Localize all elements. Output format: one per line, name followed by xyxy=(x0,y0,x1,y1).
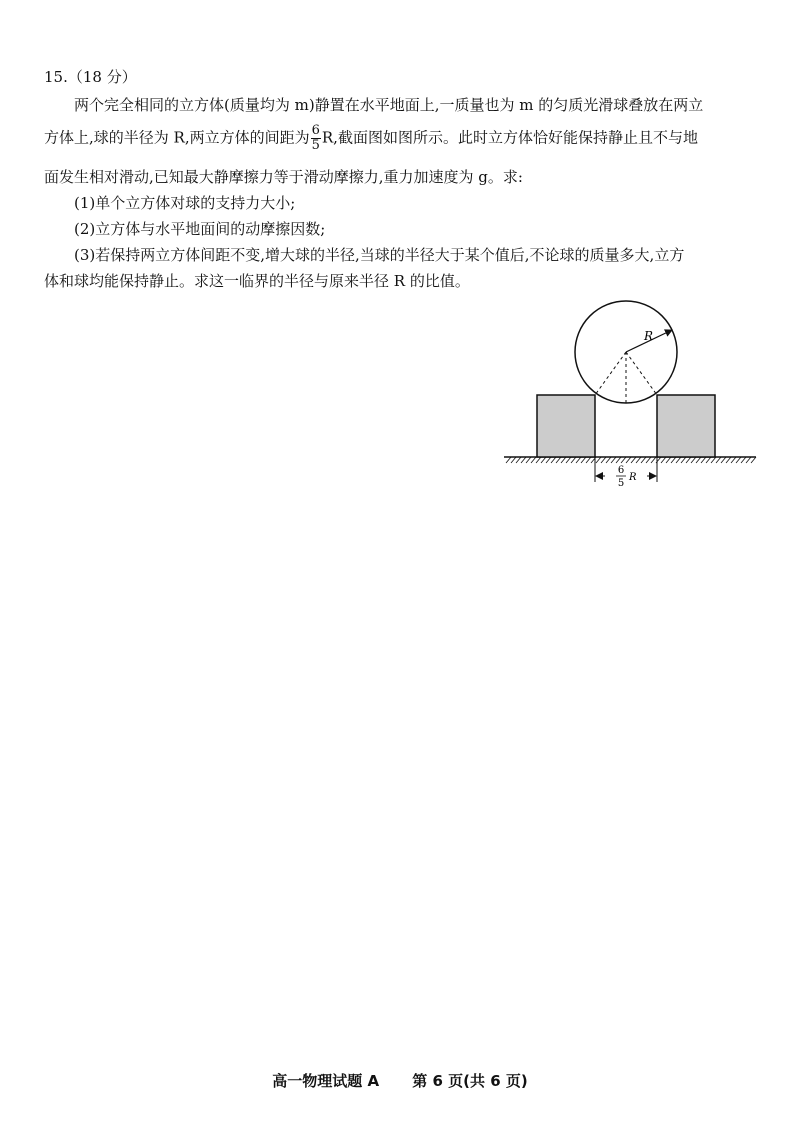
gap-label-suffix: R xyxy=(629,472,637,483)
hatch-stroke xyxy=(541,457,546,463)
hatch-stroke xyxy=(511,457,516,463)
hatch-stroke xyxy=(691,457,696,463)
cross-section-figure xyxy=(500,300,760,500)
hatch-stroke xyxy=(561,457,566,463)
hatch-stroke xyxy=(506,457,511,463)
page-footer xyxy=(0,1071,800,1091)
gap-fraction xyxy=(311,124,321,153)
hatch-stroke xyxy=(671,457,676,463)
question-text-line-2 xyxy=(44,124,766,153)
gap-label-denominator: 5 xyxy=(617,478,625,489)
hatch-stroke xyxy=(521,457,526,463)
hatch-stroke xyxy=(661,457,666,463)
hatch-stroke xyxy=(631,457,636,463)
hatch-stroke xyxy=(636,457,641,463)
radius-label: R xyxy=(644,329,654,343)
hatch-stroke xyxy=(611,457,616,463)
hatch-stroke xyxy=(571,457,576,463)
hatch-stroke xyxy=(606,457,611,463)
hatch-stroke xyxy=(531,457,536,463)
gap-fraction-numerator: 6 xyxy=(311,123,320,138)
left-cube xyxy=(537,395,595,457)
hatch-stroke xyxy=(646,457,651,463)
hatch-stroke xyxy=(566,457,571,463)
part-2: (2)立方体与水平地面间的动摩擦因数; xyxy=(74,220,326,238)
hatch-stroke xyxy=(616,457,621,463)
hatch-stroke xyxy=(716,457,721,463)
hatch-stroke xyxy=(516,457,521,463)
hatch-stroke xyxy=(551,457,556,463)
hatch-stroke xyxy=(706,457,711,463)
hatch-stroke xyxy=(701,457,706,463)
gap-label-numerator: 6 xyxy=(617,465,625,476)
hatch-stroke xyxy=(641,457,646,463)
part-3-line-1: (3)若保持两立方体间距不变,增大球的半径,当球的半径大于某个值后,不论球的质量多大,立方 xyxy=(74,246,685,264)
ground-hatching xyxy=(506,457,756,463)
hatch-stroke xyxy=(676,457,681,463)
hatch-stroke xyxy=(751,457,756,463)
question-text-line-2-post: R,截面图如图所示。此时立方体恰好能保持静止且不与地 xyxy=(321,128,698,147)
hatch-stroke xyxy=(746,457,751,463)
hatch-stroke xyxy=(586,457,591,463)
hatch-stroke xyxy=(666,457,671,463)
hatch-stroke xyxy=(576,457,581,463)
gap-fraction-denominator: 5 xyxy=(311,138,320,153)
hatch-stroke xyxy=(526,457,531,463)
hatch-stroke xyxy=(596,457,601,463)
question-text-line-2-pre: 方体上,球的半径为 R,两立方体的间距为 xyxy=(44,128,310,147)
hatch-stroke xyxy=(651,457,656,463)
hatch-stroke xyxy=(536,457,541,463)
question-text-line-1: 两个完全相同的立方体(质量均为 m)静置在水平地面上,一质量也为 m 的匀质光滑球叠放在两立 xyxy=(74,96,704,114)
right-cube xyxy=(657,395,715,457)
footer-page-number: 第 6 页(共 6 页) xyxy=(412,1072,528,1090)
hatch-stroke xyxy=(696,457,701,463)
hatch-stroke xyxy=(626,457,631,463)
hatch-stroke xyxy=(546,457,551,463)
part-1: (1)单个立方体对球的支持力大小; xyxy=(74,194,296,212)
hatch-stroke xyxy=(711,457,716,463)
hatch-stroke xyxy=(681,457,686,463)
hatch-stroke xyxy=(581,457,586,463)
hatch-stroke xyxy=(601,457,606,463)
hatch-stroke xyxy=(686,457,691,463)
part-3-line-2: 体和球均能保持静止。求这一临界的半径与原来半径 R 的比值。 xyxy=(44,272,470,290)
hatch-stroke xyxy=(726,457,731,463)
question-text-line-3: 面发生相对滑动,已知最大静摩擦力等于滑动摩擦力,重力加速度为 g。求: xyxy=(44,168,523,186)
hatch-stroke xyxy=(741,457,746,463)
footer-exam-title: 高一物理试题 A xyxy=(272,1072,380,1090)
hatch-stroke xyxy=(736,457,741,463)
left-radius-dashed xyxy=(595,352,626,395)
hatch-stroke xyxy=(731,457,736,463)
question-number: 15.（18 分） xyxy=(44,68,137,86)
hatch-stroke xyxy=(721,457,726,463)
hatch-stroke xyxy=(556,457,561,463)
right-radius-dashed xyxy=(626,352,657,395)
hatch-stroke xyxy=(621,457,626,463)
